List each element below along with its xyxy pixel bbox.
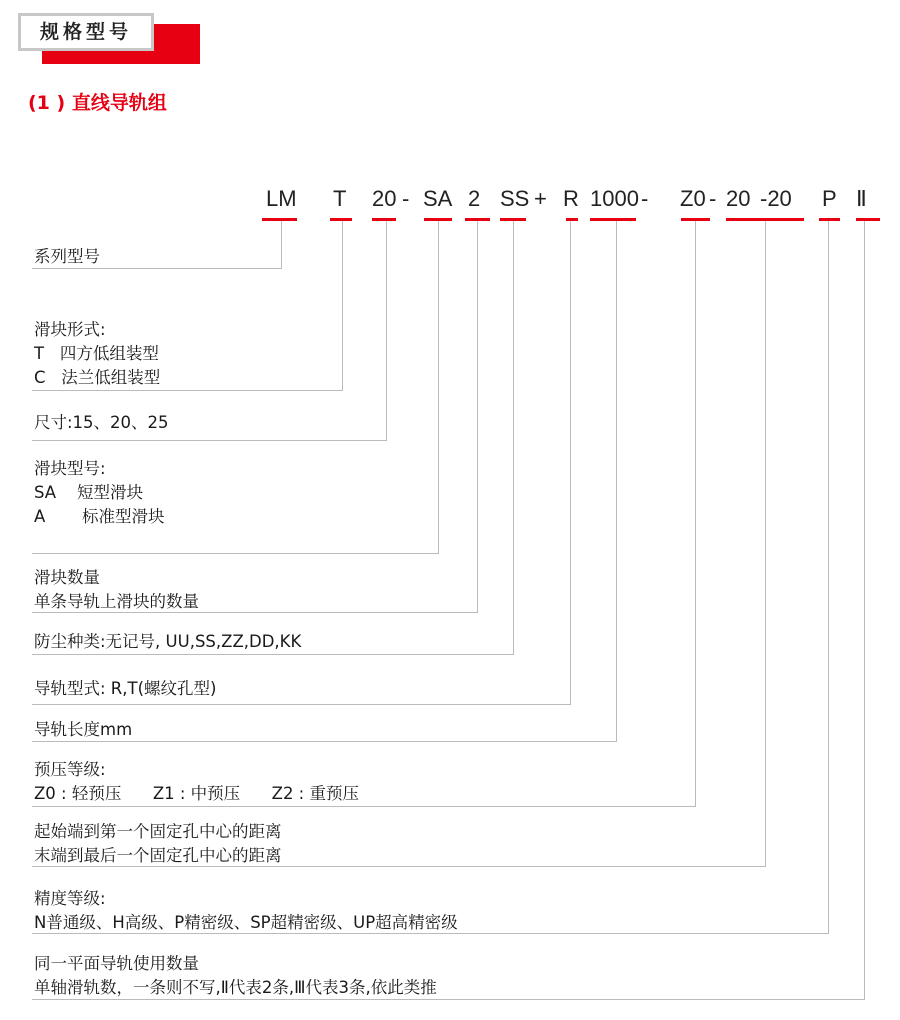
code-part: - — [641, 186, 649, 211]
leader-line — [342, 221, 343, 390]
description-line: SA 短型滑块 — [34, 483, 144, 502]
code-part: 20 — [726, 186, 751, 211]
leader-line — [828, 221, 829, 933]
code-part: + — [534, 186, 547, 211]
description-line: 起始端到第一个固定孔中心的距离 — [34, 822, 282, 841]
leader-line — [570, 221, 571, 704]
description-block — [34, 677, 216, 701]
code-part: P — [822, 186, 837, 211]
description-block — [34, 245, 100, 269]
description-block — [34, 758, 359, 806]
description-line: Z0 : 轻预压 Z1 : 中预压 Z2 : 重预压 — [34, 784, 359, 803]
description-line: C 法兰低组装型 — [34, 368, 161, 387]
code-underline — [566, 218, 578, 221]
code-underline — [372, 218, 396, 221]
code-part: 2 — [468, 186, 481, 211]
description-line: T 四方低组装型 — [34, 344, 159, 363]
code-part: 20 — [372, 186, 397, 211]
description-line: 滑块形式: — [34, 320, 106, 339]
code-part: - — [402, 186, 410, 211]
leader-line — [281, 221, 282, 268]
code-part: - — [709, 186, 717, 211]
code-part: Z0 — [680, 186, 706, 211]
description-line: A 标准型滑块 — [34, 507, 165, 526]
leader-line — [32, 806, 696, 807]
code-part: R — [563, 186, 579, 211]
code-underline — [262, 218, 297, 221]
description-line: 系列型号 — [34, 247, 100, 266]
description-line: 导轨型式: R,T(螺纹孔型) — [34, 679, 217, 698]
description-line: 导轨长度mm — [34, 720, 133, 739]
description-line: 滑块型号: — [34, 459, 106, 478]
code-part: SA — [423, 186, 453, 211]
description-block — [34, 411, 169, 435]
section-title: 规格型号 — [18, 13, 154, 51]
description-block — [34, 566, 199, 614]
leader-line — [765, 221, 766, 866]
leader-line — [32, 440, 387, 441]
subsection-title: (1 ) 直线导轨组 — [28, 92, 167, 114]
description-line: 滑块数量 — [34, 568, 100, 587]
description-block — [34, 718, 132, 742]
leader-line — [864, 221, 865, 999]
code-part: -20 — [760, 186, 792, 211]
description-line: 精度等级: — [34, 889, 106, 908]
description-line: 单条导轨上滑块的数量 — [34, 592, 199, 611]
description-line: 单轴滑轨数，一条则不写,Ⅱ代表2条,Ⅲ代表3条,依此类推 — [34, 978, 437, 997]
leader-line — [477, 221, 478, 612]
leader-line — [616, 221, 617, 741]
leader-line — [32, 390, 343, 391]
leader-line — [32, 704, 571, 705]
leader-line — [386, 221, 387, 440]
description-block — [34, 952, 437, 1000]
description-block — [34, 820, 282, 868]
leader-line — [32, 553, 439, 554]
code-underline — [819, 218, 840, 221]
code-underline — [590, 218, 636, 221]
description-line: 预压等级: — [34, 760, 106, 779]
code-part: LM — [266, 186, 297, 211]
description-line: 尺寸:15、20、25 — [34, 413, 169, 432]
description-block — [34, 318, 160, 390]
description-line: 防尘种类:无记号, UU,SS,ZZ,DD,KK — [34, 632, 302, 651]
leader-line — [513, 221, 514, 654]
code-part: 1000 — [590, 186, 639, 211]
description-line: 末端到最后一个固定孔中心的距离 — [34, 846, 282, 865]
description-block — [34, 457, 165, 529]
code-underline — [330, 218, 352, 221]
description-line: N普通级、H高级、P精密级、SP超精密级、UP超高精密级 — [34, 913, 458, 932]
description-block — [34, 887, 458, 935]
code-part: Ⅱ — [856, 186, 867, 211]
description-block — [34, 630, 301, 654]
code-part: T — [333, 186, 347, 211]
code-part: SS — [500, 186, 530, 211]
description-line: 同一平面导轨使用数量 — [34, 954, 199, 973]
leader-line — [438, 221, 439, 553]
leader-line — [695, 221, 696, 806]
leader-line — [32, 654, 514, 655]
code-underline — [856, 218, 880, 221]
